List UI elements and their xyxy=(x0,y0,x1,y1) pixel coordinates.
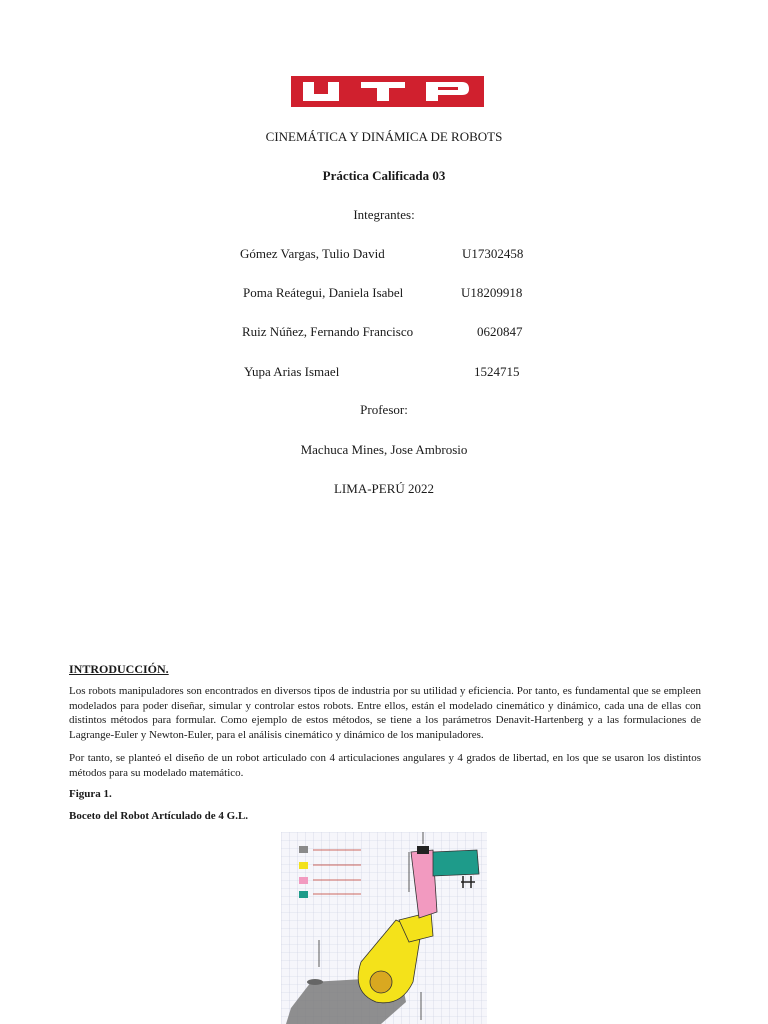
member-code: U17302458 xyxy=(462,246,524,261)
member-code: U18209918 xyxy=(461,285,523,300)
professor-label: Profesor: xyxy=(360,402,408,417)
professor-name: Machuca Mines, Jose Ambrosio xyxy=(300,442,468,457)
course-title: CINEMÁTICA Y DINÁMICA DE ROBOTS xyxy=(265,129,503,144)
place-date: LIMA-PERÚ 2022 xyxy=(333,481,435,496)
figure-caption: Boceto del Robot Artículado de 4 G.L. xyxy=(69,810,249,822)
utp-logo xyxy=(291,76,484,107)
intro-heading: INTRODUCCIÓN. xyxy=(69,662,169,676)
member-name: Poma Reátegui, Daniela Isabel xyxy=(243,285,404,300)
intro-paragraph-2: Por tanto, se planteó el diseño de un robot articulado con 4 articulaciones angulares y 4 grados de libertad, en los que se usaron los distintos métodos para su modelado matemático. xyxy=(69,752,701,779)
member-code: 0620847 xyxy=(477,324,523,339)
member-name: Ruiz Núñez, Fernando Francisco xyxy=(242,324,414,339)
figure-label: Figura 1. xyxy=(69,788,112,800)
member-code: 1524715 xyxy=(474,364,520,379)
members-label: Integrantes: xyxy=(353,207,415,222)
intro-paragraph-1: Los robots manipuladores son encontrados en diversos tipos de industria por su utilidad y eficiencia. Por tanto, es fundamental que se empleen modelados para poder diseñar, simular y controlar estos robots. Entre ellos, están el modelado cinemático y dinámico, cada una de ellas con distintos métodos para formular. Como ejemplo de estos métodos, se tiene a los parámetros Denavit-Hartenberg y a las formulaciones de Lagrange-Euler y Newton-Euler, para el análisis cinemático y dinámico de los manipuladores. xyxy=(69,685,701,741)
assignment-title: Práctica Calificada 03 xyxy=(322,168,446,183)
robot-sketch-figure xyxy=(281,832,487,1024)
member-name: Gómez Vargas, Tulio David xyxy=(240,246,385,261)
member-name: Yupa Arias Ismael xyxy=(244,364,340,379)
